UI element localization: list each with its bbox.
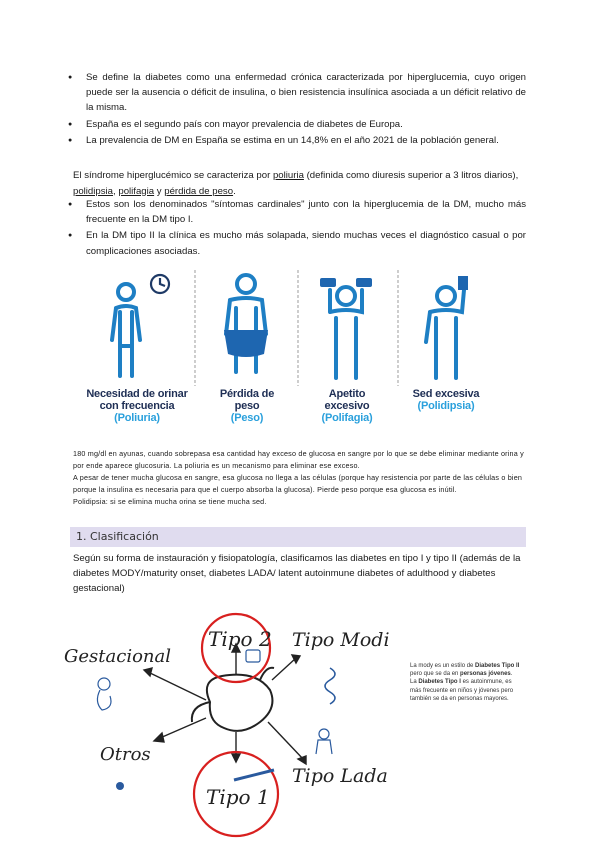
syndrome-lead: El síndrome hiperglucémico se caracteriza por [73, 170, 273, 181]
label-title: Sed excesiva [412, 388, 480, 400]
pill-pack-icon [246, 650, 260, 662]
arrowhead [232, 754, 240, 762]
person-weight-loss-icon [224, 275, 268, 372]
note-glucosuria: 180 mg/dl en ayunas, cuando sobrepasa esa cantidad hay exceso de glucosa en sangre por lo que se debe eliminar mediante orina y por ende aparece glucosuria. La poliuria es un mecanismo para eliminar ese exceso. [73, 449, 524, 470]
infographic-label-polidipsia [410, 388, 482, 412]
label-tipo-modi: Tipo Modi [292, 629, 390, 651]
separator: , [113, 185, 119, 197]
note-text: La mody es un estilo de [410, 663, 476, 669]
clock-icon [151, 275, 169, 293]
intro-bullet-definition: ● Se define la diabetes como una enfermedad crónica caracterizada por hiperglucemia, cuyo origen puede ser la ausencia o déficit de insulina, o bien resistencia insulínica asociada a un déficit relativo de la misma. [86, 70, 526, 116]
section-title: 1. Clasificación [76, 530, 159, 543]
infographic-label-polifagia [310, 388, 384, 424]
arrow [268, 722, 304, 760]
arrow [148, 672, 206, 700]
separator: y [154, 185, 165, 197]
pregnant-woman-icon [98, 678, 110, 690]
syndrome-bullet-list [86, 197, 526, 260]
note-weight-loss: A pesar de tener mucha glucosa en sangre, esa glucosa no llega a las células (porque hay resistencia por parte de las células o bien porque la insulina es necesaria para que el cuerpo absorba la glucosa). Pierde peso porque esa glucosa es inútil. [73, 473, 523, 494]
poliuria-definition: (definida como diuresis superior a 3 litros diarios), [303, 170, 519, 181]
adult-person-icon [319, 729, 329, 739]
arrowhead [154, 733, 164, 742]
note-text: pero que se da en [410, 671, 461, 678]
infographic-label-peso [214, 388, 280, 424]
term-poliuria: poliuria [272, 170, 304, 181]
label-sub: (Polidipsia) [417, 400, 475, 412]
syndrome-bullet-cardinal: ● Estos son los denominados "síntomas cardinales" junto con la hiperglucemia de la DM, mucho más frecuente en la DM tipo I. [86, 197, 526, 227]
symptoms-infographic [84, 268, 502, 438]
person-appetite-icon [320, 278, 372, 378]
arrow [272, 658, 296, 680]
label-title: Pérdida de peso [219, 388, 275, 412]
adult-person-body [316, 740, 332, 754]
note-bold: Diabetes Tipo II [475, 663, 520, 669]
label-tipo-lada: Tipo Lada [292, 765, 388, 787]
label-sub: (Polifagia) [321, 412, 373, 424]
note-text: . La [410, 671, 513, 686]
label-sub: (Peso) [230, 412, 264, 424]
explanatory-note [73, 448, 528, 508]
intro-bullet-spain: ● España es el segundo país con mayor prevalencia de diabetes de Europa. [86, 117, 526, 132]
infographic-label-poliuria [76, 388, 198, 424]
dna-icon [325, 668, 335, 704]
label-otros: Otros [100, 744, 151, 765]
intro-bullet-prevalence: ● La prevalencia de DM en España se estima en un 14,8% en el año 2021 de la población general. [86, 133, 526, 148]
label-title: Apetito excesivo [324, 388, 370, 412]
syringe-icon [234, 770, 274, 780]
person-urination-icon [112, 284, 140, 376]
label-gestacional: Gestacional [64, 646, 171, 667]
label-title: Necesidad de orinar con frecuencia [86, 388, 188, 412]
person-thirst-icon [426, 276, 468, 378]
mody-side-note [410, 662, 520, 703]
diabetes-types-diagram [60, 610, 480, 848]
term-perdida-peso: pérdida de peso [164, 185, 234, 197]
arrowhead [298, 756, 306, 764]
note-bold: Diabetes Tipo I [418, 679, 461, 686]
label-tipo-1: Tipo 1 [206, 785, 270, 809]
label-sub: (Poliuria) [114, 412, 160, 424]
syndrome-paragraph [73, 168, 528, 199]
arrowhead [144, 668, 152, 676]
term-polifagia: polifagia [118, 185, 155, 197]
syndrome-bullet-type2: ● En la DM tipo II la clínica es mucho más solapada, siendo muchas veces el diagnóstico casual o por complicaciones asociadas. [86, 228, 526, 258]
arrowhead [292, 655, 300, 663]
note-bold: personas jóvenes [460, 671, 511, 678]
note-polidipsia: Polidipsia: si se elimina mucha orina se tiene mucha sed. [73, 497, 267, 506]
arrow [160, 718, 206, 738]
types-diagram-svg [60, 610, 480, 848]
label-tipo-2: Tipo 2 [208, 627, 272, 651]
pregnant-woman-body [97, 690, 111, 710]
section-header-clasificacion [70, 527, 526, 547]
period: . [233, 185, 236, 197]
term-polidipsia: polidipsia [73, 185, 114, 197]
classification-paragraph: Según su forma de instauración y fisiopatología, clasificamos las diabetes en tipo I y tipo II (además de la diabetes MODY/maturity onset, diabetes LADA/ latent autoinmune diabetes of adulthood y diabetes gestacional) [73, 553, 521, 595]
intro-bullet-list [86, 70, 526, 149]
virus-icon [116, 782, 124, 790]
note-text: es autoinmune, es más frecuente en niños y jóvenes pero también se da en personas mayores. [410, 679, 514, 702]
